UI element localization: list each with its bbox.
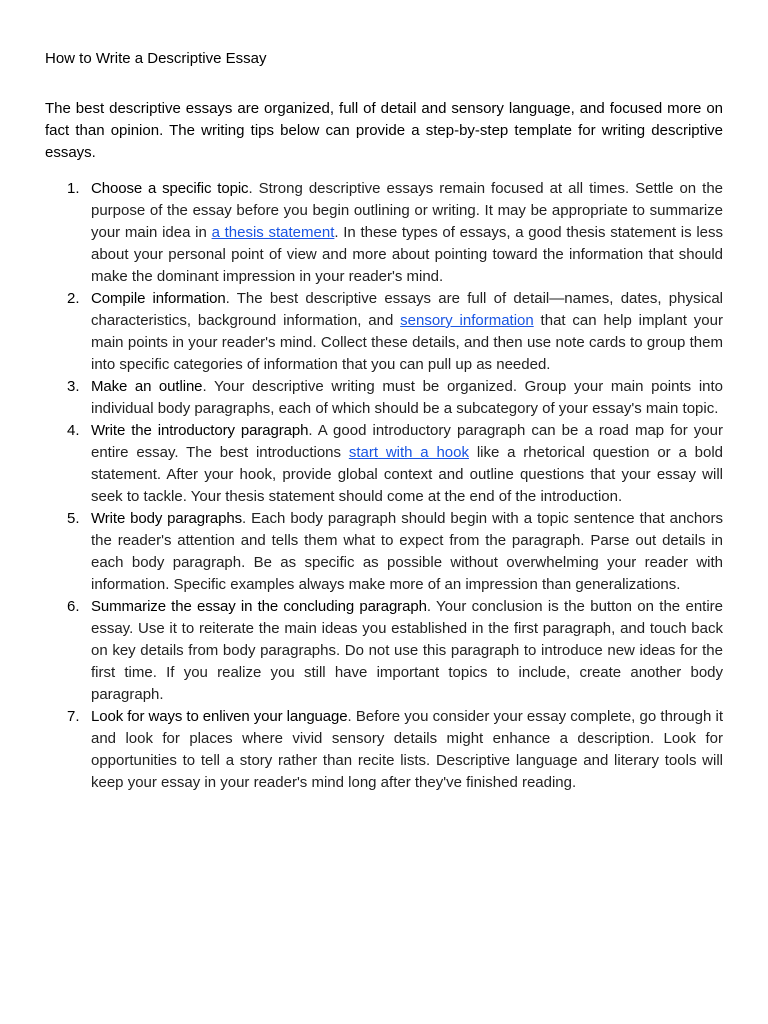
list-item — [45, 596, 723, 706]
step-text: . In these types of essays, a good thesis statement is less about your personal point of view and more about pointing toward the information that should make the dominant impression in your reader's mind. — [91, 224, 723, 285]
document-title: How to Write a Descriptive Essay — [45, 50, 267, 67]
step-number: 5. — [67, 510, 80, 527]
step-text: . Strong descriptive essays remain focused at all times. Settle on the purpose of the essay before you begin outlining or writing. It may be appropriate to summarize your main idea in — [91, 180, 723, 241]
step-number: 4. — [67, 422, 80, 439]
thesis-statement-link[interactable]: a thesis statement — [211, 224, 335, 241]
start-with-a-hook-link[interactable]: start with a hook — [348, 444, 469, 461]
step-heading: Look for ways to enliven your language — [91, 708, 348, 725]
list-item — [45, 420, 723, 508]
step-number: 6. — [67, 598, 80, 615]
step-heading: Choose a specific topic — [91, 180, 249, 197]
steps-list — [45, 178, 723, 794]
step-text: like a rhetorical question or a bold statement. After your hook, provide global context and outline questions that your essay will seek to tackle. Your thesis statement should come at the end of the introduction. — [91, 444, 724, 505]
step-text: . Before you consider your essay complete, go through it and look for places where vivid sensory details might enhance a description. Look for opportunities to tell a story rather than recite lists. Descriptive language and literary tools will keep your essay in your reader's mind long after they've finished reading. — [91, 708, 723, 791]
list-item — [45, 376, 723, 420]
step-heading: Make an outline — [91, 378, 203, 395]
step-text: that can help implant your main points in your reader's mind. Collect these details, and then use note cards to group them into specific categories of information that you can pull up as needed. — [91, 312, 723, 373]
step-number: 2. — [67, 290, 80, 307]
step-number: 7. — [67, 708, 80, 725]
step-text: . A good introductory paragraph can be a road map for your entire essay. The best introductions — [91, 422, 723, 461]
step-text: . Your conclusion is the button on the entire essay. Use it to reiterate the main ideas you established in the first paragraph, and touch back on key details from body paragraphs. Do not use this paragraph to introduce new ideas for the first time. If you realize you still have important topics to include, create another body paragraph. — [91, 598, 723, 703]
list-item — [45, 288, 723, 376]
step-heading: Summarize the essay in the concluding paragraph — [91, 598, 427, 615]
step-heading: Compile information — [91, 290, 226, 307]
list-item — [45, 706, 723, 794]
intro-paragraph: The best descriptive essays are organized, full of detail and sensory language, and focused more on fact than opinion. The writing tips below can provide a step-by-step template for writing descriptive essays. — [45, 100, 723, 161]
step-text: . The best descriptive essays are full of detail—names, dates, physical characteristics, background information, and — [91, 290, 723, 329]
sensory-information-link[interactable]: sensory information — [400, 312, 534, 329]
list-item — [45, 178, 723, 288]
step-number: 1. — [67, 180, 80, 197]
list-item — [45, 508, 723, 596]
step-heading: Write body paragraphs — [91, 510, 243, 527]
step-number: 3. — [67, 378, 80, 395]
step-heading: Write the introductory paragraph — [91, 422, 309, 439]
step-text: . Your descriptive writing must be organized. Group your main points into individual body paragraphs, each of which should be a subcategory of your essay's main topic. — [91, 378, 724, 417]
step-text: . Each body paragraph should begin with a topic sentence that anchors the reader's attention and tells them what to expect from the paragraph. Parse out details in each body paragraph. Be as specific as possible without overwhelming your reader with information. Specific examples always make more of an impression than generalizations. — [91, 510, 723, 593]
